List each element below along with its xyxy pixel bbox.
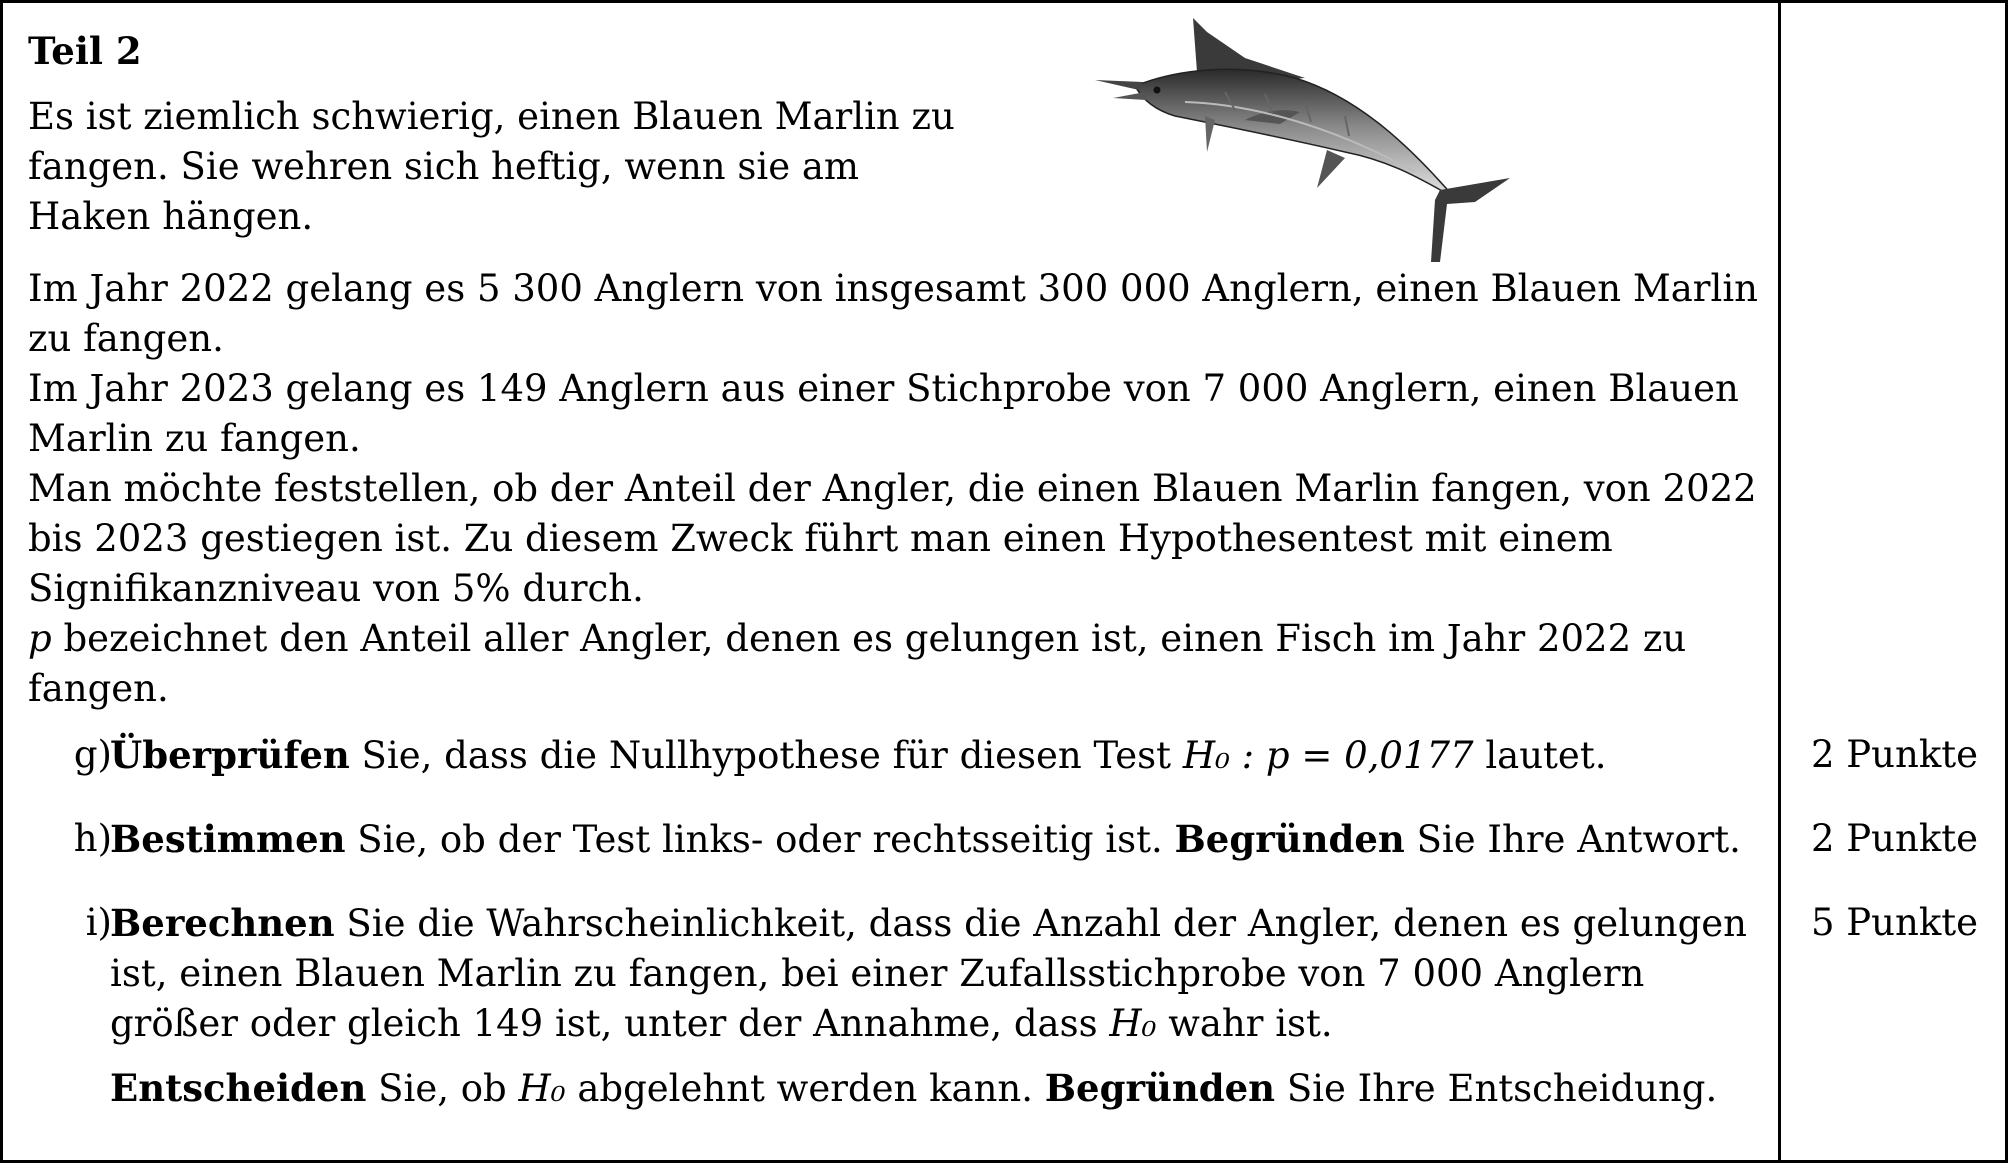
paragraph-test: Man möchte feststellen, ob der Anteil der Angler, die einen Blauen Marlin fangen, von 2022 bis 2023 gestiegen ist. Zu diesem Zweck führt man einen Hypothesentest mit einem Signifikanzniveau von 5% durch. <box>28 467 1757 610</box>
paragraph-p-definition: p bezeichnet den Anteil aller Angler, denen es gelungen ist, einen Fisch im Jahr 2022 zu fangen. <box>28 617 1687 710</box>
context-paragraphs <box>28 264 1758 714</box>
points-i: 5 Punkte <box>1810 901 1979 944</box>
points-g: 2 Punkte <box>1810 733 1979 776</box>
variable-p: p <box>28 617 52 660</box>
task-label: h) <box>73 817 112 860</box>
paragraph-2023: Im Jahr 2023 gelang es 149 Anglern aus einer Stichprobe von 7 000 Anglern, einen Blauen Marlin zu fangen. <box>28 367 1739 460</box>
intro-paragraph: Es ist ziemlich schwierig, einen Blauen Marlin zu fangen. Sie wehren sich heftig, wenn sie am Haken hängen. <box>28 95 955 238</box>
section-title: Teil 2 <box>28 29 142 73</box>
task-content <box>28 26 1758 1110</box>
task-label: g) <box>73 733 112 776</box>
task-text: Berechnen Sie die Wahrscheinlichkeit, dass die Anzahl der Angler, denen es gelungen ist, einen Blauen Marlin zu fangen, bei einer Zufallsstichprobe von 7 000 Anglern größer oder gleich 149 ist, unter der Annahme, dass H₀ wahr ist. <box>110 901 1748 1045</box>
task-h <box>28 814 1758 865</box>
points-h: 2 Punkte <box>1810 817 1979 860</box>
paragraph-2022: Im Jahr 2022 gelang es 5 300 Anglern von insgesamt 300 000 Anglern, einen Blauen Marlin zu fangen. <box>28 267 1758 360</box>
task-g <box>28 730 1758 781</box>
task-text: Bestimmen Sie, ob der Test links- oder rechtsseitig ist. Begründen Sie Ihre Antwort. <box>110 817 1741 861</box>
null-hypothesis: H₀ : p = 0,0177 <box>1182 734 1474 777</box>
points-column-divider <box>1778 0 1781 1163</box>
task-label: i) <box>85 901 112 944</box>
task-text-decision: Entscheiden Sie, ob H₀ abgelehnt werden kann. Begründen Sie Ihre Entscheidung. <box>110 1066 1718 1110</box>
task-text: Überprüfen Sie, dass die Nullhypothese für diesen Test H₀ : p = 0,0177 lautet. <box>110 733 1607 777</box>
task-i <box>28 898 1758 1114</box>
